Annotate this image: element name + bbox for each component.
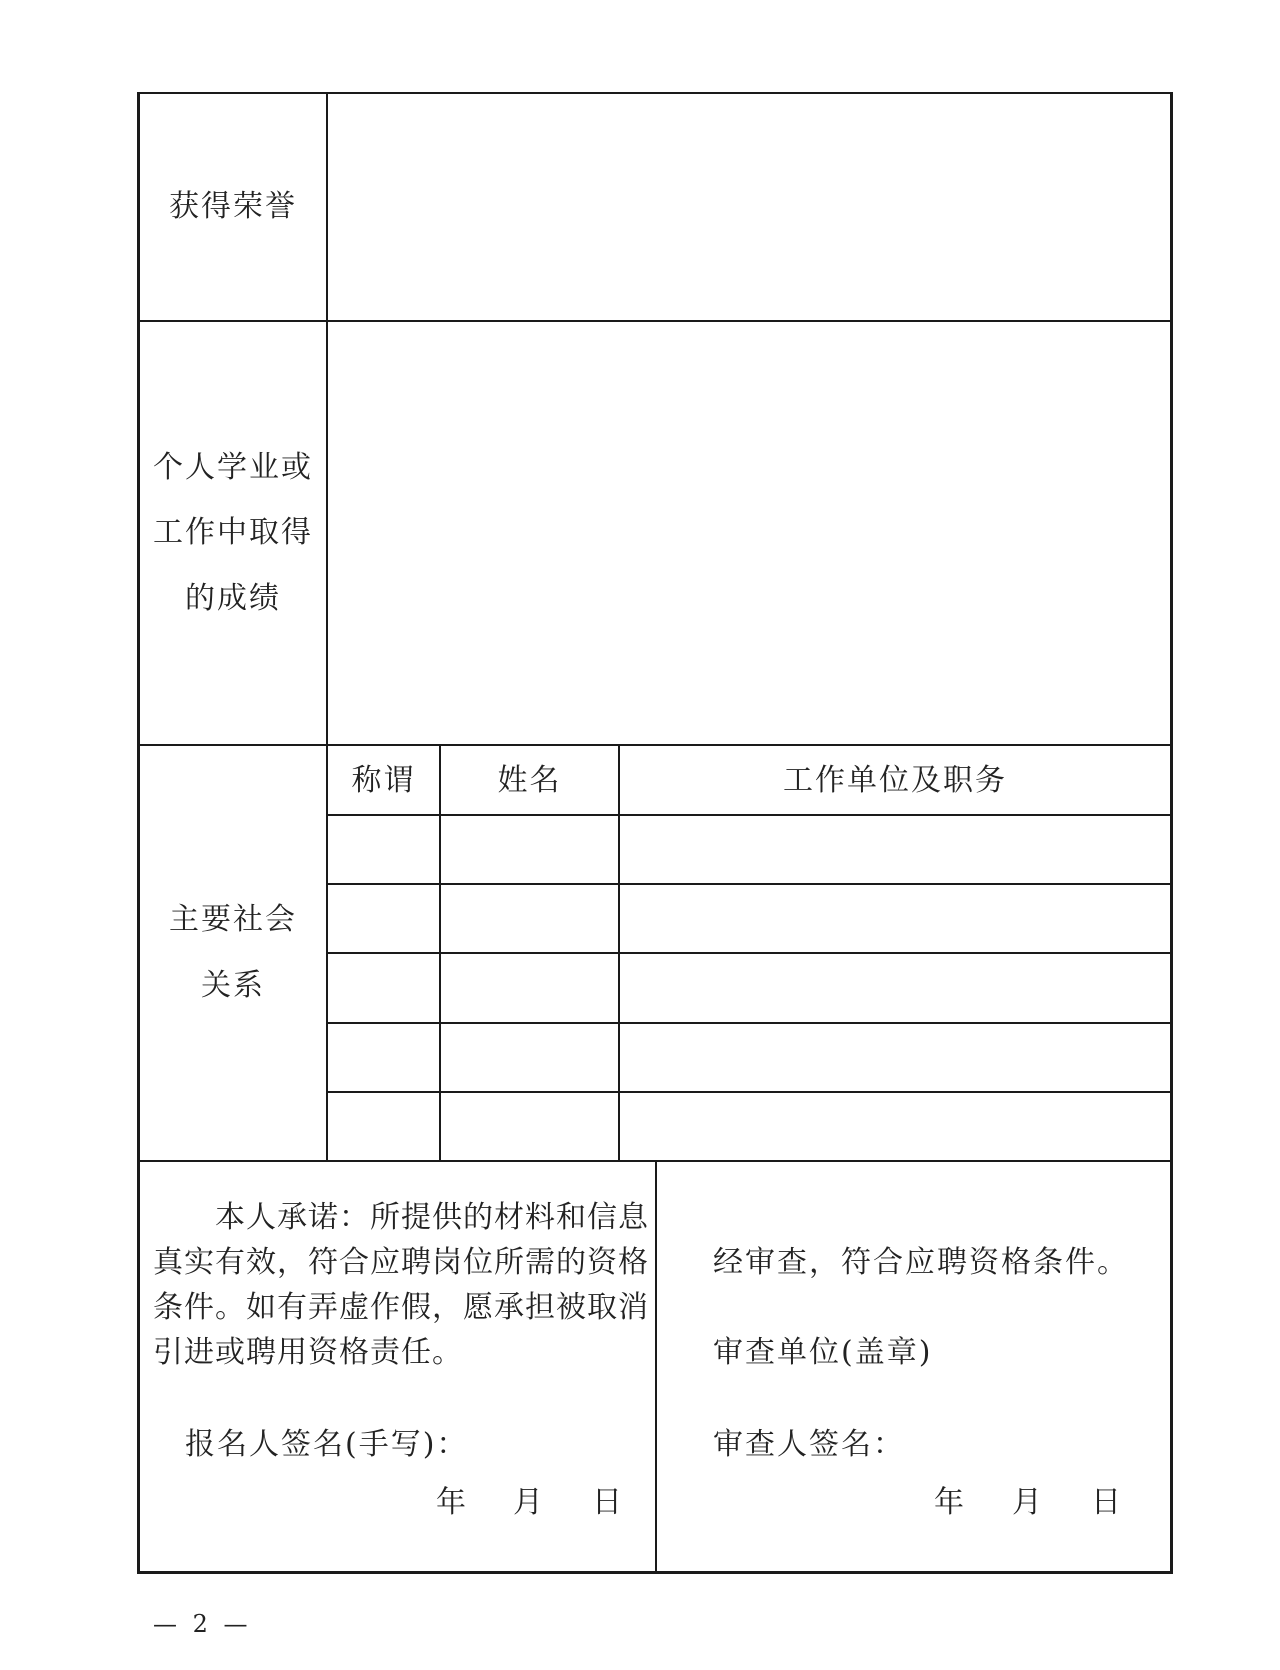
review-date-year: 年 <box>934 1485 966 1520</box>
social-row-divider <box>326 1091 1172 1093</box>
table-border-right <box>1170 92 1173 1573</box>
reviewer-signature-field[interactable] <box>890 1420 1160 1464</box>
social-row-divider <box>326 883 1172 885</box>
row-divider-achievements <box>137 744 1172 746</box>
pledge-line: 本人承诺：所提供的材料和信息 <box>215 1200 649 1235</box>
achievements-field[interactable] <box>328 322 1170 744</box>
achievements-label-line-1: 个人学业或 <box>153 450 313 485</box>
honors-field[interactable] <box>328 94 1170 320</box>
social-row-divider <box>326 1022 1172 1024</box>
pledge-review-divider <box>655 1160 657 1572</box>
achievements-label-line-2: 工作中取得 <box>153 515 313 550</box>
honors-label: 获得荣誉 <box>169 189 297 224</box>
reviewer-signature-label: 审查人签名： <box>713 1427 905 1462</box>
column-header-relation: 称谓 <box>351 763 416 798</box>
applicant-signature-field[interactable] <box>450 1420 650 1464</box>
applicant-signature-label: 报名人签名(手写)： <box>185 1427 469 1462</box>
social-row-divider <box>326 814 1172 816</box>
applicant-date-month: 月 <box>513 1485 545 1520</box>
pledge-line: 条件。如有弄虚作假，愿承担被取消 <box>153 1290 649 1325</box>
applicant-date-day: 日 <box>592 1485 624 1520</box>
social-label-line-1: 主要社会 <box>169 902 297 937</box>
table-border-left <box>137 92 140 1573</box>
applicant-date-year: 年 <box>436 1485 468 1520</box>
review-date-month: 月 <box>1012 1485 1044 1520</box>
pledge-line: 真实有效，符合应聘岗位所需的资格 <box>153 1245 649 1280</box>
achievements-label-line-3: 的成绩 <box>185 581 281 616</box>
social-row-divider <box>326 952 1172 954</box>
review-unit-label: 审查单位(盖章) <box>713 1335 933 1370</box>
page-number: — 2 — <box>153 1610 252 1638</box>
review-statement: 经审查，符合应聘资格条件。 <box>713 1245 1129 1280</box>
column-header-employer-position: 工作单位及职务 <box>783 763 1007 798</box>
column-header-name: 姓名 <box>497 763 562 798</box>
pledge-line: 引进或聘用资格责任。 <box>153 1335 463 1370</box>
review-date-day: 日 <box>1091 1485 1123 1520</box>
social-label-line-2: 关系 <box>201 968 265 1003</box>
